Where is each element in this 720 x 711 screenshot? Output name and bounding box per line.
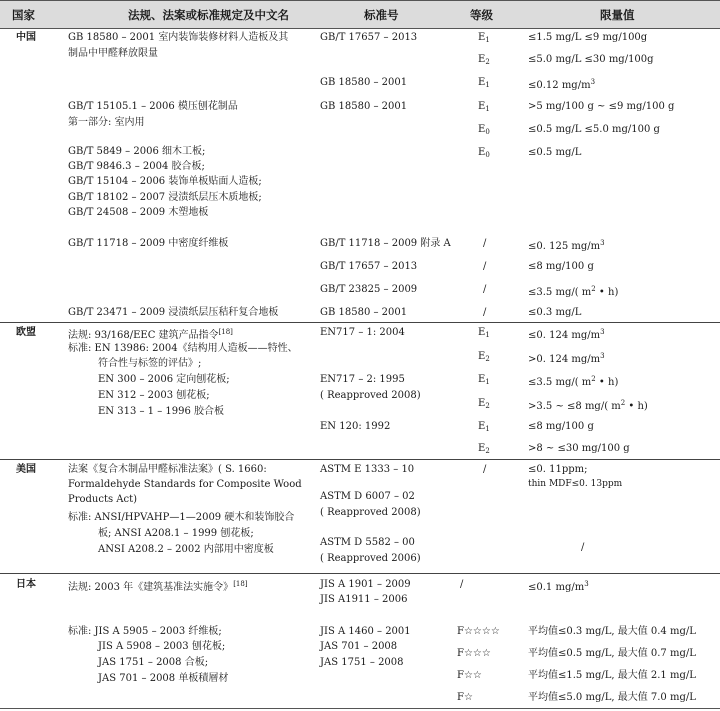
japan-reg2b: JIS A 5908 – 2003 刨花板; xyxy=(98,641,226,652)
china-reg3a: GB/T 5849 – 2006 细木工板; xyxy=(68,146,206,157)
header-standard: 标准号 xyxy=(364,8,399,22)
china-limit7: ≤0. 125 $mg/m^3$ xyxy=(528,239,605,252)
japan-limit2: 平均值≤0.3 mg/L, 最大值 0.4 mg/L xyxy=(528,626,696,637)
china-grade10: / xyxy=(483,307,487,318)
japan-grade1: / xyxy=(460,579,464,590)
eu-grade4: $E_2$ xyxy=(478,398,490,410)
eu-reg1: 法规: 93/168/EEC 建筑产品指令[18] xyxy=(68,328,233,341)
china-grade3: $E_1$ xyxy=(478,77,490,89)
china-reg1b: 制品中甲醛释放限量 xyxy=(68,48,158,59)
eu-std1: EN717 – 1: 2004 xyxy=(320,327,405,338)
china-limit8: ≤8 mg/100 g xyxy=(528,261,594,272)
us-reg1c: Products Act) xyxy=(68,494,138,505)
china-limit6: ≤0.5 mg/L xyxy=(528,147,582,158)
eu-limit1: ≤0. 124 $mg/m^3$ xyxy=(528,328,605,341)
us-reg2c: ANSI A208.2 – 2002 内部用中密度板 xyxy=(98,544,274,555)
china-grade2: $E_2$ xyxy=(478,54,490,66)
japan-grade3: F☆☆☆ xyxy=(457,648,491,659)
japan-limit3: 平均值≤0.5 mg/L, 最大值 0.7 mg/L xyxy=(528,648,696,659)
japan-limit1: ≤0.1 $mg/m^3$ xyxy=(528,580,589,593)
eu-reg2b: 符合性与标签的评估》; xyxy=(98,358,202,369)
china-reg1: GB 18580 – 2001 室内装饰装修材料人造板及其 xyxy=(68,32,289,43)
china-grade1: $E_1$ xyxy=(478,32,490,44)
china-limit9: ≤3.5 mg/( $m^2$ • h) xyxy=(528,285,619,298)
eu-std2: EN717 – 2: 1995 xyxy=(320,374,405,385)
china-grade6: $E_0$ xyxy=(478,147,490,159)
china-limit10: ≤0.3 mg/L xyxy=(528,307,582,318)
china-std1: GB/T 17657 – 2013 xyxy=(320,32,418,43)
japan-std2c: JAS 1751 – 2008 xyxy=(320,657,404,668)
separator-us-japan xyxy=(0,573,720,574)
japan-std1b: JIS A1911 – 2006 xyxy=(320,594,408,605)
japan-grade5: F☆ xyxy=(457,692,473,703)
eu-grade2: $E_2$ xyxy=(478,351,490,363)
eu-grade3: $E_1$ xyxy=(478,374,490,386)
us-std2: ASTM D 6007 – 02 xyxy=(320,491,415,502)
japan-std1: JIS A 1901 – 2009 xyxy=(320,579,411,590)
country-china: 中国 xyxy=(16,32,36,43)
eu-reg2: 标准: EN 13986: 2004《结构用人造板——特性、 xyxy=(68,343,298,354)
country-eu: 欧盟 xyxy=(16,327,36,338)
header-country: 国家 xyxy=(12,8,35,22)
table-bottom-rule xyxy=(0,708,720,709)
china-reg4: GB/T 11718 – 2009 中密度纤维板 xyxy=(68,238,229,249)
header-grade: 等级 xyxy=(470,8,493,22)
us-std1: ASTM E 1333 – 10 xyxy=(320,464,415,475)
china-grade8: / xyxy=(483,261,487,272)
eu-reg2e: EN 313 – 1 – 1996 胶合板 xyxy=(98,406,225,417)
eu-std2b: ( Reapproved 2008) xyxy=(320,390,421,401)
us-std3: ASTM D 5582 – 00 xyxy=(320,537,415,548)
us-std2b: ( Reapproved 2008) xyxy=(320,507,421,518)
china-std5: GB/T 17657 – 2013 xyxy=(320,261,418,272)
china-limit4: >5 mg/100 g ~ ≤9 mg/100 g xyxy=(528,101,675,112)
china-grade9: / xyxy=(483,284,487,295)
china-reg2b: 第一部分: 室内用 xyxy=(68,117,145,128)
china-limit3: ≤0.12 $mg/m^3$ xyxy=(528,78,596,91)
us-limit2: / xyxy=(581,542,585,553)
china-limit2: ≤5.0 mg/L ≤30 mg/100g xyxy=(528,54,654,65)
china-std2: GB 18580 – 2001 xyxy=(320,77,408,88)
header-regulation: 法规、法案或标准规定及中文名 xyxy=(128,8,289,22)
japan-limit4: 平均值≤1.5 mg/L, 最大值 2.1 mg/L xyxy=(528,670,696,681)
country-japan: 日本 xyxy=(16,579,36,590)
us-limit1: ≤0. 11ppm; xyxy=(528,464,588,475)
japan-grade2: F☆☆☆☆ xyxy=(457,626,500,637)
eu-limit4: >3.5 ~ ≤8 mg/( $m^2$ • h) xyxy=(528,399,648,412)
china-grade5: $E_0$ xyxy=(478,124,490,136)
us-reg1: 法案《复合木制品甲醛标准法案》( S. 1660: xyxy=(68,464,267,475)
china-limit5: ≤0.5 mg/L ≤5.0 mg/100 g xyxy=(528,124,660,135)
japan-reg2c: JAS 1751 – 2008 合板; xyxy=(98,657,209,668)
table-header xyxy=(0,0,720,29)
china-grade4: $E_1$ xyxy=(478,101,490,113)
china-reg3e: GB/T 24508 – 2009 木塑地板 xyxy=(68,207,209,218)
eu-grade1: $E_1$ xyxy=(478,327,490,339)
china-grade7: / xyxy=(483,238,487,249)
china-reg3d: GB/T 18102 – 2007 浸渍纸层压木质地板; xyxy=(68,192,262,203)
china-std4: GB/T 11718 – 2009 附录 A xyxy=(320,238,451,249)
china-std7: GB 18580 – 2001 xyxy=(320,307,408,318)
us-grade1: / xyxy=(483,464,487,475)
china-limit1: ≤1.5 mg/L ≤9 mg/100g xyxy=(528,32,648,43)
us-reg1b: Formaldehyde Standards for Composite Wood xyxy=(68,479,302,490)
us-reg2: 标准: ANSI/HPVAHP—1—2009 硬木和装饰胶合 xyxy=(68,512,295,523)
china-reg2: GB/T 15105.1 – 2006 模压刨花制品 xyxy=(68,101,238,112)
country-us: 美国 xyxy=(16,464,36,475)
eu-limit5: ≤8 mg/100 g xyxy=(528,421,594,432)
eu-limit2: >0. 124 $mg/m^3$ xyxy=(528,352,605,365)
china-std6: GB/T 23825 – 2009 xyxy=(320,284,418,295)
eu-std3: EN 120: 1992 xyxy=(320,421,391,432)
japan-std2: JIS A 1460 – 2001 xyxy=(320,626,411,637)
japan-grade4: F☆☆ xyxy=(457,670,482,681)
us-std3b: ( Reapproved 2006) xyxy=(320,553,421,564)
header-limit: 限量值 xyxy=(600,8,635,22)
japan-reg2: 标准: JIS A 5905 – 2003 纤维板; xyxy=(68,626,222,637)
separator-eu-us xyxy=(0,459,720,460)
eu-reg2d: EN 312 – 2003 刨花板; xyxy=(98,390,210,401)
china-reg5: GB/T 23471 – 2009 浸渍纸层压秸秆复合地板 xyxy=(68,307,279,318)
japan-limit5: 平均值≤5.0 mg/L, 最大值 7.0 mg/L xyxy=(528,692,696,703)
eu-limit6: >8 ~ ≤30 mg/100 g xyxy=(528,443,630,454)
china-reg3b: GB/T 9846.3 – 2004 胶合板; xyxy=(68,161,205,172)
us-limit1b: thin MDF≤0. 13ppm xyxy=(528,479,623,489)
china-std3: GB 18580 – 2001 xyxy=(320,101,408,112)
separator-china-eu xyxy=(0,322,720,323)
eu-reg2c: EN 300 – 2006 定向刨花板; xyxy=(98,374,230,385)
japan-std2b: JAS 701 – 2008 xyxy=(320,641,398,652)
eu-grade5: $E_1$ xyxy=(478,421,490,433)
us-reg2b: 板; ANSI A208.1 – 1999 刨花板; xyxy=(98,528,254,539)
japan-reg2d: JAS 701 – 2008 单板積層材 xyxy=(98,673,229,684)
japan-reg1: 法规: 2003 年《建筑基准法实施令》[18] xyxy=(68,580,248,593)
eu-grade6: $E_2$ xyxy=(478,443,490,455)
china-reg3c: GB/T 15104 – 2006 装饰单板贴面人造板; xyxy=(68,176,262,187)
eu-limit3: ≤3.5 mg/( $m^2$ • h) xyxy=(528,375,619,388)
